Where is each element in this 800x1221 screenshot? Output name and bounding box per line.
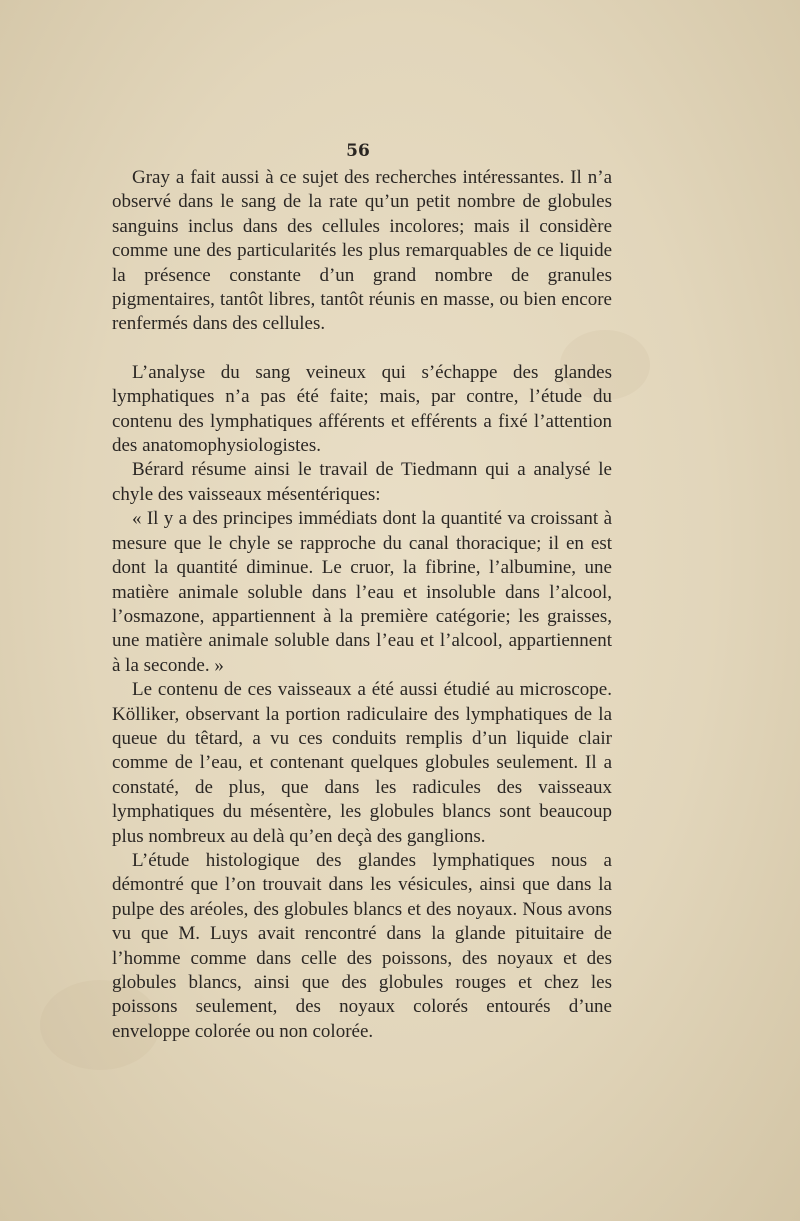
quotation-paragraph: « Il y a des principes immédiats dont la quantité va croissant à mesure que le chyle se rapproche du canal thoracique; il en est dont la quantité diminue. Le cruor, la fibrine, l’albumine, une matière animale soluble dans l’eau et insoluble dans l’alcool, l’osmazone, appartiennent à la première catégorie; les graisses, une matière animale soluble dans l’eau et l’alcool, appartiennent à la seconde. » bbox=[112, 508, 612, 676]
paragraph: Le contenu de ces vaisseaux a été aussi étudié au microscope. Kölliker, observant la portion radiculaire des lymphatiques de la queue du têtard, a vu ces conduits remplis d’un liquide clair comme de l’eau, et contenant quelques globules seulement. Il a constaté, de plus, que dans les radicules des vaisseaux lymphatiques du mésentère, les globules blancs sont beaucoup plus nombreux au delà qu’en deçà des ganglions. bbox=[112, 679, 612, 847]
page-number: 56 bbox=[346, 141, 370, 161]
paragraph: L’étude histologique des glandes lymphatiques nous a démontré que l’on trouvait dans les vésicules, ainsi que dans la pulpe des aréoles, des globules blancs et des noyaux. Nous avons vu que M. Luys avait rencontré dans la glande pituitaire de l’homme comme dans celle des poissons, des noyaux et des globules blancs, ainsi que des globules rouges et chez les poissons seulement, des noyaux colorés entourés d’une enveloppe colorée ou non colorée. bbox=[112, 849, 612, 1042]
paragraph-gap bbox=[112, 337, 612, 361]
paragraph: L’analyse du sang veineux qui s’échappe des glandes lymphatiques n’a pas été faite; mais, par contre, l’étude du contenu des lymphatiques afférents et efférents a fixé l’attention des anatomophysiologistes. bbox=[112, 361, 612, 457]
body-text bbox=[112, 166, 612, 1044]
paragraph: Bérard résume ainsi le travail de Tiedmann qui a analysé le chyle des vaisseaux mésentériques: bbox=[112, 459, 612, 505]
paragraph: Gray a fait aussi à ce sujet des recherches intéressantes. Il n’a observé dans le sang de la rate qu’un petit nombre de globules sanguins inclus dans des cellules incolores; mais il considère comme une des particularités les plus remarquables de ce liquide la présence constante d’un grand nombre de granules pigmentaires, tantôt libres, tantôt réunis en masse, ou bien encore renfermés dans des cellules. bbox=[112, 167, 612, 335]
